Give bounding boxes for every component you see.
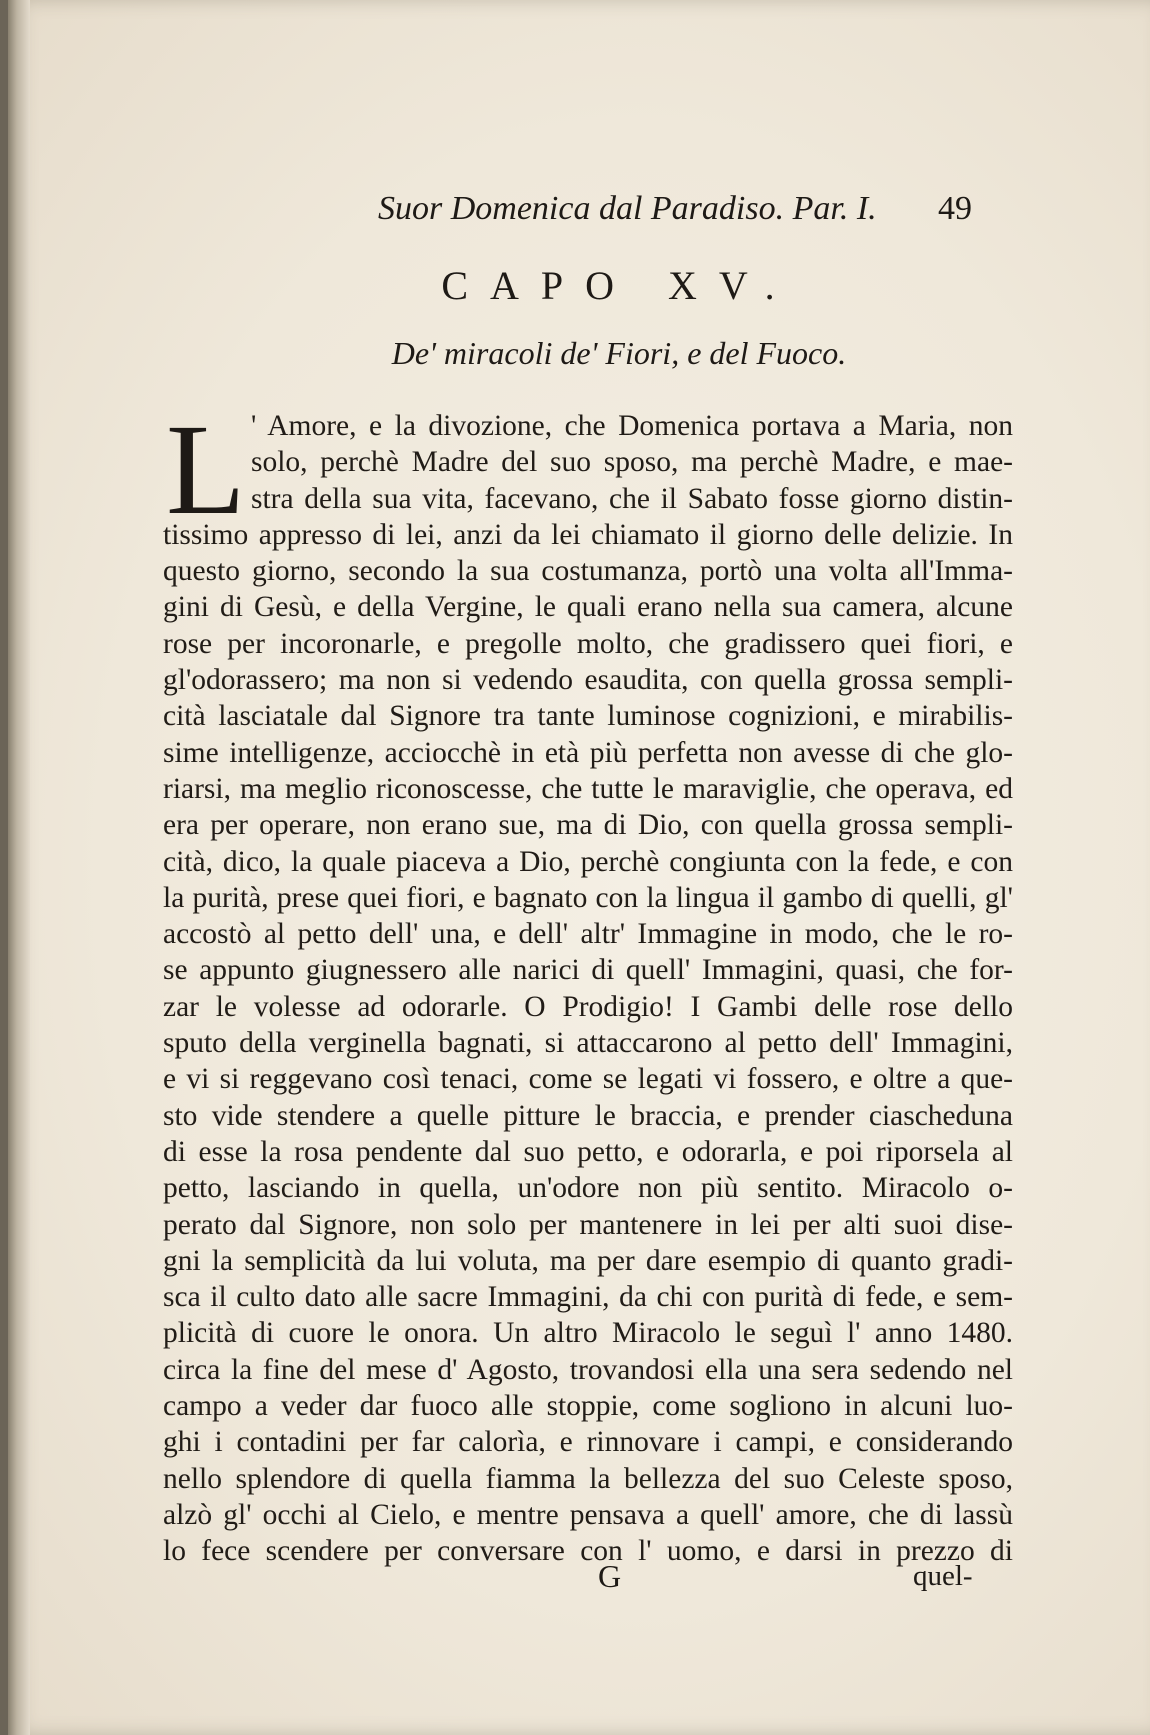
text-line: lo fece scendere per conversare con l' uomo, e darsi in prezzo di [163, 1535, 1013, 1568]
text-line: ' Amore, e la divozione, che Domenica portava a Maria, non [251, 410, 1013, 442]
text-line: petto, lasciando in quella, un'odore non più sentito. Miracolo o- [163, 1172, 1013, 1205]
text-line: circa la fine del mese d' Agosto, trovandosi ella una sera sedendo nel [163, 1353, 1013, 1386]
signature-mark: G [598, 1558, 622, 1594]
text-line: nello splendore di quella fiamma la bellezza del suo Celeste sposo, [163, 1462, 1013, 1495]
text-line: ghi i contadini per far calorìa, e rinnovare i campi, e considerando [163, 1426, 1013, 1459]
page-number: 49 [938, 190, 972, 227]
text-line: accostò al petto dell' una, e dell' altr' Immagine in modo, che le ro- [163, 918, 1013, 951]
text-line: solo, perchè Madre del suo sposo, ma perchè Madre, e mae- [251, 446, 1013, 479]
drop-capital: L [166, 398, 246, 542]
text-line: gl'odorassero; ma non si vedendo esaudita, con quella grossa sempli- [163, 664, 1013, 697]
text-line: zar le volesse ad odorarle. O Prodigio! I Gambi delle rose dello [163, 990, 1013, 1023]
text-line: plicità di cuore le onora. Un altro Miracolo le seguì l' anno 1480. [163, 1317, 1013, 1350]
text-line: sca il culto dato alle sacre Immagini, da chi con purità di fede, e sem- [163, 1281, 1013, 1314]
book-page [8, 0, 1150, 1735]
text-line: di esse la rosa pendente dal suo petto, e odorarla, e poi riporsela al [163, 1135, 1013, 1168]
text-line: e vi si reggevano così tenaci, come se legati vi fossero, e oltre a que- [163, 1063, 1013, 1096]
chapter-title: CAPO XV. [441, 263, 797, 308]
text-line: sto vide stendere a quelle pitture le braccia, e prender ciascheduna [163, 1099, 1013, 1132]
text-line: sputo della verginella bagnati, si attaccarono al petto dell' Immagini, [163, 1027, 1013, 1060]
text-line: cità, dico, la quale piaceva a Dio, perchè congiunta con la fede, e con [163, 845, 1013, 878]
text-line: tissimo appresso di lei, anzi da lei chiamato il giorno delle delizie. In [163, 518, 1013, 551]
running-header [8, 190, 1150, 240]
text-line: la purità, prese quei fiori, e bagnato con la lingua il gambo di quelli, gl' [163, 881, 1013, 914]
text-line: perato dal Signore, non solo per mantenere in lei per alti suoi dise- [163, 1208, 1013, 1241]
chapter-subtitle: De' miracoli de' Fiori, e del Fuoco. [391, 335, 847, 371]
text-line: questo giorno, secondo la sua costumanza, portò una volta all'Imma- [163, 555, 1013, 588]
page-gutter [8, 0, 30, 1735]
text-line: riarsi, ma meglio riconoscesse, che tutte le maraviglie, che operava, ed [163, 772, 1013, 805]
text-line: alzò gl' occhi al Cielo, e mentre pensava a quell' amore, che di lassù [163, 1498, 1013, 1531]
text-line: se appunto giugnessero alle narici di quell' Immagini, quasi, che for- [163, 954, 1013, 987]
text-line: stra della sua vita, facevano, che il Sabato fosse giorno distin- [251, 482, 1013, 515]
text-line: gini di Gesù, e della Vergine, le quali erano nella sua camera, alcune [163, 591, 1013, 624]
body-text [163, 408, 1013, 1570]
catchword: quel- [913, 1560, 973, 1592]
running-title: Suor Domenica dal Paradiso. Par. I. [378, 190, 877, 227]
text-line: cità lasciatale dal Signore tra tante luminose cognizioni, e mirabilis- [163, 700, 1013, 733]
text-line: gni la semplicità da lui voluta, ma per dare esempio di quanto gradi- [163, 1244, 1013, 1277]
text-line: sime intelligenze, acciocchè in età più perfetta non avesse di che glo- [163, 736, 1013, 769]
text-line: rose per incoronarle, e pregolle molto, che gradissero quei fiori, e [163, 627, 1013, 660]
text-line: era per operare, non erano sue, ma di Dio, con quella grossa sempli- [163, 809, 1013, 842]
text-line: campo a veder dar fuoco alle stoppie, come sogliono in alcuni luo- [163, 1390, 1013, 1423]
